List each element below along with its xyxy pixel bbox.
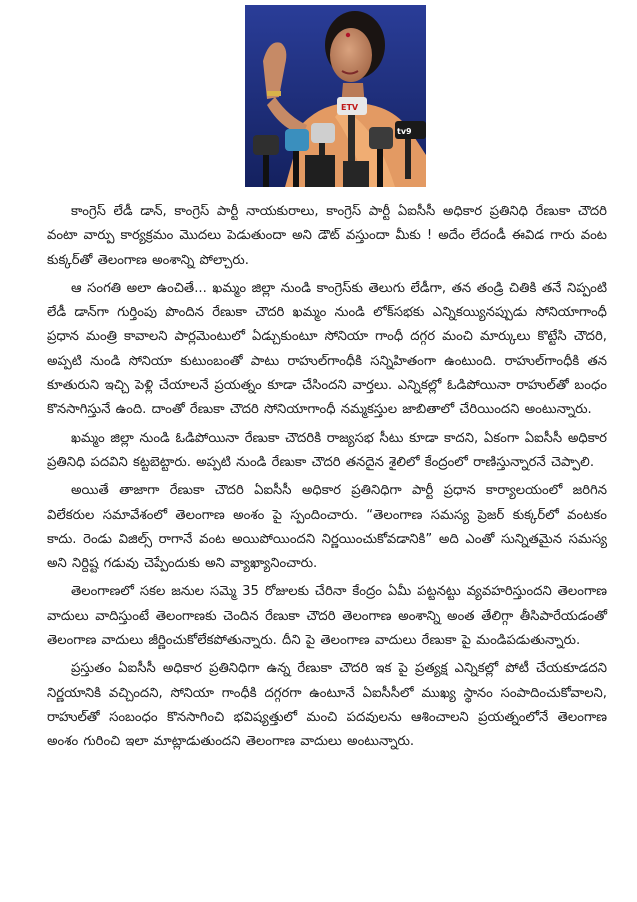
- article-paragraph: కాంగ్రెస్ లేడీ డాన్, కాంగ్రెస్ పార్టీ నాయకురాలు, కాంగ్రెస్ పార్టీ ఏఐసీసీ అధికార ప్రతినిధి రేణుకా చౌదరి వంటా వార్పు కార్యక్రమం మొదలు పెడుతుందా అని డౌట్ వస్తుందా మీకు ! అదేం లేదండీ ఈవిడ గారు వంట కుక్కర్‌తో తెలంగాణ అంశాన్ని పోల్చారు.: [47, 204, 607, 268]
- article-paragraph: ప్రస్తుతం ఏఐసీసీ అధికార ప్రతినిధిగా ఉన్న రేణుకా చౌదరి ఇక పై ప్రత్యక్ష ఎన్నికల్లో పోటీ చేయకూడదని నిర్ణయానికి వచ్చిందని, సోనియా గాంధీకి దగ్గరగా ఉంటూనే ఏఐసీసీలో ముఖ్య స్థానం సంపాదించుకోవాలని, రాహుల్‌తో సంబంధం కొనసాగించి భవిష్యత్తులో మంచి పదవులను ఆశించాలని ప్రయత్నంలోనే తెలంగాణ అంశం గురించి ఇలా మాట్లాడుతుందని తెలంగాణ వాదులు అంటున్నారు.: [47, 661, 607, 750]
- article-paragraph: ఆ సంగతి అలా ఉంచితే... ఖమ్మం జిల్లా నుండి కాంగ్రెస్‌కు తెలుగు లేడీగా, తన తండ్రి చితికి తనే నిప్పంటి లేడీ డాన్‌గా గుర్తింపు పొందిన రేణుకా చౌదరి ఖమ్మం నుండి లోక్‌సభకు ఎన్నికయ్యినప్పుడు సోనియాగాంధీ ప్రధాన మంత్రి కావాలని పార్లమెంటులో ఏడ్చుకుంటూ సోనియా గాంధీ దగ్గర మంచి మార్కులు కొట్టేసి చౌదరి, అప్పటి నుండి సోనియా కుటుంబంతో పాటు రాహుల్‌గాంధీకి సన్నిహితంగా ఉంటుంది. రాహుల్‌గాంధీకి తన కూతురుని ఇచ్చి పెళ్లి చేయాలనే ప్రయత్నం కూడా చేసిందని వార్తలు. ఎన్నికల్లో ఓడిపోయినా రాహుల్‌తో బంధం కొనసాగిస్తునే ఉంది. దాంతో రేణుకా చౌదరి సోనియాగాంధీ నమ్మకస్తుల జాబితాలో చేరియిందని అంటున్నారు.: [47, 280, 607, 418]
- svg-text:tv9: tv9: [397, 127, 412, 136]
- article-paragraph: అయితే తాజాగా రేణుకా చౌదరి ఏఐసీసీ అధికార ప్రతినిధిగా పార్టీ ప్రధాన కార్యాలయంలో జరిగిన విలేకరుల సమావేశంలో తెలంగాణ అంశం పై స్పందించారు. “తెలంగాణ సమస్య ప్రెజర్ కుక్కర్‌లో వంటకం కాదు. రెండు విజిల్స్ రాగానే వంట అయిపోయిందని నిర్ణయించుకోవడానికి” అది ఎంతో సున్నితమైన సమస్య అని నిర్దిష్ట గడువు చెప్పేందుకు అని వ్యాఖ్యానించారు.: [47, 483, 607, 572]
- press-conference-photo: [245, 5, 426, 187]
- article-paragraph: తెలంగాణలో సకల జనుల సమ్మె 35 రోజులకు చేరినా కేంద్రం ఏమీ పట్టనట్టు వ్యవహరిస్తుందని తెలంగాణ వాదులు వాదిస్తుంటే తెలంగాణకు చెందిన రేణుకా చౌదరి తెలంగాణ అంశాన్ని అంత తేలిగ్గా తీసిపారేయడంతో తెలంగాణ వాదులు జీర్ణించుకోలేకపోతున్నారు. దీని పై తెలంగాణ వాదులు రేణుకా పై మండిపడుతున్నారు.: [47, 584, 607, 649]
- article-paragraph: ఖమ్మం జిల్లా నుండి ఓడిపోయినా రేణుకా చౌదరికి రాజ్యసభ సీటు కూడా కాదని, ఏకంగా ఏఐసీసీ అధికార ప్రతినిధి పదవిని కట్టబెట్టారు. అప్పటి నుండి రేణుకా చౌదరి తనదైన శైలిలో కేంద్రంలో రాణిస్తున్నారనే చెప్పాలి.: [47, 430, 607, 470]
- svg-text:ETV: ETV: [341, 103, 359, 112]
- article-body: [47, 200, 607, 759]
